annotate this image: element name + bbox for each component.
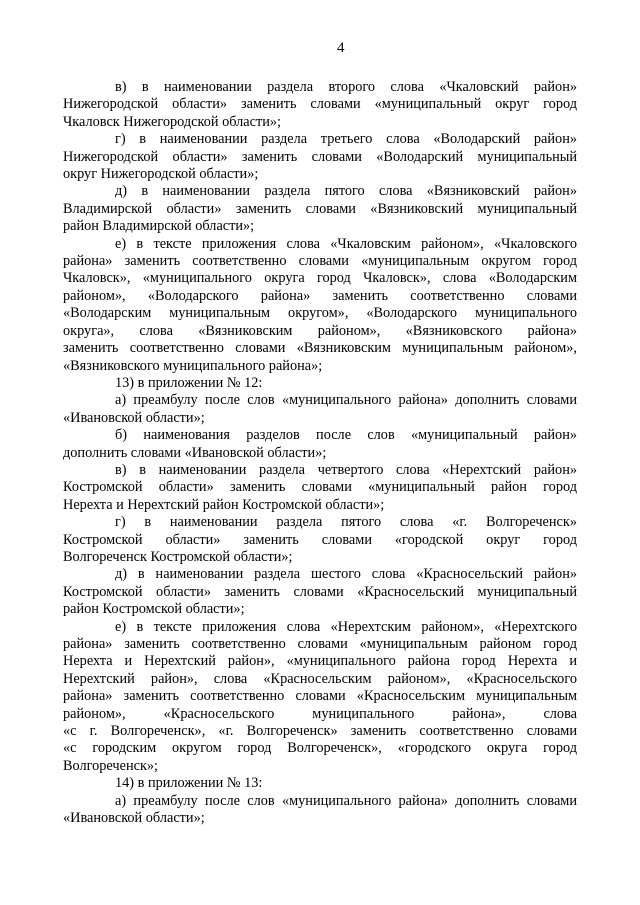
text-line: в) в наименовании раздела второго слова «Чкаловский район» [115, 79, 577, 95]
text-line: Нерехтский район», слова «Красносельским районом», «Красносельского [63, 670, 577, 687]
text-line: Костромской области» заменить словами «муниципальный район город [63, 479, 577, 496]
text-line: д) в наименовании раздела пятого слова «Вязниковский район» [115, 183, 577, 200]
text-line: а) преамбулу после слов «муниципального района» дополнить словами [115, 792, 577, 809]
text-line: Владимирской области» заменить словами «Вязниковский муниципальный [63, 200, 577, 217]
text-line: г) в наименовании раздела третьего слова «Володарский район» [115, 131, 577, 148]
text-line: «Ивановской области»; [63, 409, 205, 426]
text-line: «Володарским муниципальным округом», «Володарского муниципального [63, 305, 577, 322]
text-line: «с городским округом город Волгореченск», «городского округа город [63, 740, 577, 757]
text-line: Нерехта и Нерехтский район», «муниципального района город Нерехта и [63, 653, 577, 670]
text-line: района» заменить соответственно словами «муниципальным районом город [63, 636, 577, 652]
text-line: Нижегородской области» заменить словами «Володарский муниципальный [63, 148, 577, 165]
text-line: в) в наименовании раздела четвертого слова «Нерехтский район» [115, 461, 577, 478]
text-line: районом», «Володарского района» заменить соответственно словами [63, 287, 577, 304]
page-number: 4 [337, 40, 345, 56]
text-line: район Владимирской области»; [63, 218, 255, 235]
text-line: д) в наименовании раздела шестого слова «Красносельский район» [115, 566, 577, 583]
text-line: Нижегородской области» заменить словами «муниципальный округ город [63, 96, 577, 113]
text-line: Костромской области» заменить словами «Красносельский муниципальный [63, 583, 577, 600]
text-line: дополнить словами «Ивановской области»; [63, 444, 327, 461]
text-line: «Вязниковского муниципального района»; [63, 357, 323, 374]
text-line: г) в наименовании раздела пятого слова «г. Волгореченск» [115, 514, 577, 531]
text-line: район Костромской области»; [63, 601, 245, 618]
text-line: районом», «Красносельского муниципального района», слова [63, 705, 577, 722]
text-line: е) в тексте приложения слова «Нерехтским районом», «Нерехтского [115, 618, 577, 635]
text-line: «Ивановской области»; [63, 810, 205, 827]
text-line: 13) в приложении № 12: [115, 374, 263, 391]
text-line: заменить соответственно словами «Вязниковским муниципальным районом», [63, 340, 577, 357]
text-line: Нерехта и Нерехтский район Костромской области»; [63, 496, 385, 513]
document-body [63, 79, 577, 827]
text-line: е) в тексте приложения слова «Чкаловским районом», «Чкаловского [115, 235, 577, 252]
text-line: б) наименования разделов после слов «муниципальный район» [115, 427, 577, 444]
text-line: округ Нижегородской области»; [63, 166, 259, 183]
text-line: Костромской области» заменить словами «городской округ город [63, 531, 577, 548]
text-line: 14) в приложении № 13: [115, 775, 263, 792]
text-line: а) преамбулу после слов «муниципального района» дополнить словами [115, 392, 577, 409]
text-line: района» заменить соответственно словами «Красносельским муниципальным [63, 688, 577, 705]
text-line: Волгореченск»; [63, 757, 159, 774]
text-line: Волгореченск Костромской области»; [63, 548, 293, 565]
text-line: округа», слова «Вязниковским районом», «Вязниковского района» [63, 322, 577, 339]
text-line: Чкаловск», «муниципального округа город Чкаловск», слова «Володарским [63, 270, 577, 287]
text-line: района» заменить соответственно словами «муниципальным округом город [63, 253, 577, 270]
text-line: Чкаловск Нижегородской области»; [63, 113, 281, 130]
text-line: «с г. Волгореченск», «г. Волгореченск» заменить соответственно словами [63, 723, 577, 740]
